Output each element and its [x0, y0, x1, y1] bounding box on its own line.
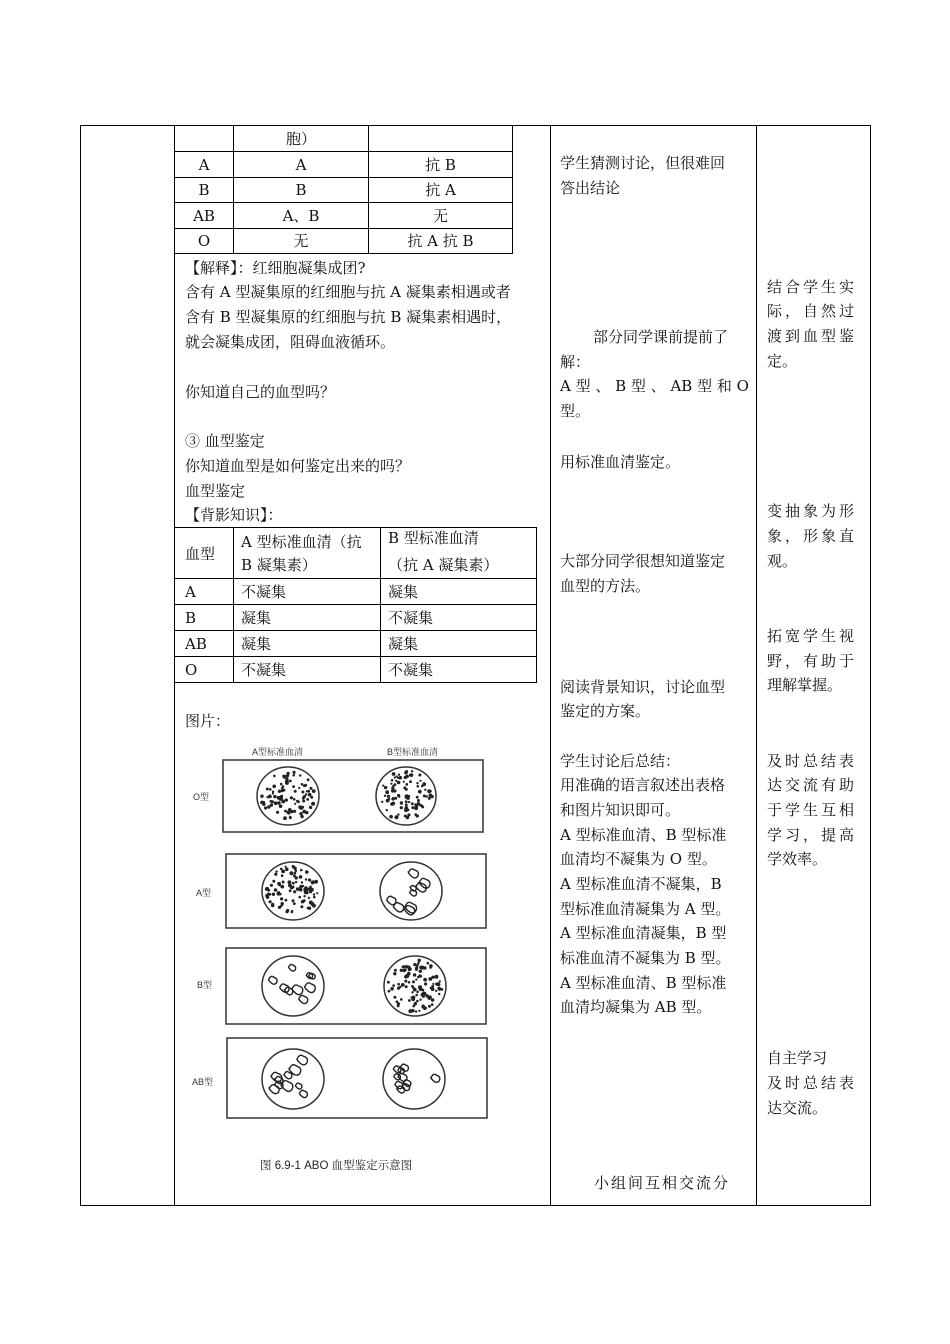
- table2-header-type: 血型: [185, 545, 216, 563]
- section3-question: 你知道血型是如何鉴定出来的吗？: [185, 457, 411, 475]
- table2-row3-type: AB: [185, 635, 207, 653]
- intent-p5-line3: 达交流。: [767, 1099, 828, 1117]
- table1-row0-col2: 胞）: [285, 130, 316, 148]
- intent-p3-line1: 拓宽学生视: [767, 627, 858, 645]
- intent-p2-line3: 观。: [767, 552, 798, 570]
- table2-row2-b: 不凝集: [388, 609, 434, 627]
- student-p7: 小组间互相交流分: [594, 1174, 731, 1192]
- student-p6-line8: A 型标准血清凝集，B 型: [560, 924, 727, 942]
- student-p3: 用标准血清鉴定。: [560, 453, 681, 471]
- outer-bottom-border: [80, 1205, 871, 1206]
- table2-row4-b: 不凝集: [388, 661, 434, 679]
- table2-header-a-line2: B 凝集素）: [241, 556, 317, 574]
- table2-row3-b: 凝集: [388, 635, 419, 653]
- table2-header-b-line1: B 型标准血清: [388, 529, 479, 547]
- explain-line-3: 就会凝集成团，阻碍血液循环。: [185, 333, 396, 351]
- table2-row3-a: 凝集: [241, 635, 272, 653]
- student-p6-line7: 型标准血清凝集为 A 型。: [560, 900, 731, 918]
- student-p6-line3: 和图片知识即可。: [560, 801, 681, 819]
- picture-label: 图片：: [185, 712, 231, 730]
- student-p1-line1: 学生猜测讨论，但很难回: [560, 154, 726, 172]
- slide-b: [226, 948, 486, 1024]
- outer-left-border: [80, 125, 81, 1206]
- table1-row3-col1: AB: [193, 207, 215, 225]
- explain-line-1: 含有 A 型凝集原的红细胞与抗 A 凝集素相遇或者: [185, 283, 511, 301]
- intent-p4-line2: 达交流有助: [767, 776, 858, 794]
- explain-line-2: 含有 B 型凝集原的红细胞与抗 B 凝集素相遇时，: [185, 308, 512, 326]
- student-p2-line1: 部分同学课前提前了: [593, 328, 729, 346]
- student-p6-line10: A 型标准血清、B 型标准: [560, 974, 727, 992]
- intent-p4-line3: 于学生互相: [767, 801, 858, 819]
- intent-p5-line1: 自主学习: [767, 1049, 828, 1067]
- student-p2-line3: A 型 、 B 型 、 AB 型 和 O: [560, 377, 749, 395]
- table1-row2-col1: B: [198, 181, 210, 199]
- outer-right-border: [870, 125, 871, 1206]
- student-p6-line1: 学生讨论后总结：: [560, 752, 681, 770]
- intent-p1-line2: 际，自然过: [767, 302, 858, 320]
- student-p6-line11: 血清均凝集为 AB 型。: [560, 998, 712, 1016]
- table2-row1-b: 凝集: [388, 583, 419, 601]
- column-divider-1: [174, 125, 175, 1206]
- student-p5-line1: 阅读背景知识，讨论血型: [560, 678, 726, 696]
- table2-header-b-line2: （抗 A 凝集素）: [388, 556, 499, 574]
- outer-top-border: [80, 125, 871, 126]
- slide-a: [226, 854, 486, 928]
- explain-heading: 【解释】：红细胞凝集成团?: [185, 259, 366, 277]
- table2-row1-type: A: [185, 583, 196, 601]
- section3-title: ③ 血型鉴定: [185, 432, 265, 450]
- student-p6-line5: 血清均不凝集为 O 型。: [560, 850, 717, 868]
- intent-p4-line5: 学效率。: [767, 850, 828, 868]
- slide-ab: [227, 1038, 487, 1118]
- student-p2-line2: 解：: [560, 353, 591, 371]
- column-divider-2: [550, 125, 551, 1206]
- figure-row-ab-label: AB型: [192, 1077, 214, 1087]
- figure-row-b-label: B型: [197, 980, 213, 990]
- student-p6-line2: 用准确的语言叙述出表格: [560, 776, 726, 794]
- table1-row1-col3: 抗 B: [425, 156, 456, 174]
- table1-row4-col3: 抗 A 抗 B: [407, 232, 474, 250]
- table1-row1-col1: A: [198, 156, 210, 174]
- intent-p5-line2: 及时总结表: [767, 1074, 858, 1092]
- section3-label: 血型鉴定: [185, 482, 246, 500]
- student-p5-line2: 鉴定的方案。: [560, 702, 651, 720]
- student-p6-line9: 标准血清不凝集为 B 型。: [560, 949, 731, 967]
- table1-row4-col1: O: [197, 232, 211, 250]
- column-divider-3: [756, 125, 757, 1206]
- table1-row1-col2: A: [295, 156, 307, 174]
- figure-row-o-label: O型: [193, 792, 210, 802]
- table2-header-a-line1: A 型标准血清（抗: [241, 533, 362, 551]
- intent-p3-line3: 理解掌握。: [767, 676, 843, 694]
- question-own-blood-type: 你知道自己的血型吗？: [185, 383, 336, 401]
- section3-background: 【背影知识】：: [185, 506, 283, 524]
- student-p6-line6: A 型标准血清不凝集，B: [560, 875, 722, 893]
- intent-p4-line4: 学习，提高: [767, 826, 858, 844]
- table1-row4-col2: 无: [293, 232, 309, 250]
- table1-row3-col3: 无: [432, 207, 448, 225]
- table1-row2-col2: B: [295, 181, 307, 199]
- figure-caption: 图 6.9-1 ABO 血型鉴定示意图: [260, 1160, 413, 1172]
- intent-p1-line4: 定。: [767, 352, 798, 370]
- table2-row4-type: O: [185, 661, 198, 679]
- student-p2-line4: 型。: [560, 402, 591, 420]
- table2-row1-a: 不凝集: [241, 583, 287, 601]
- abo-typing-figure: [176, 738, 506, 1178]
- intent-p1-line3: 渡到血型鉴: [767, 327, 858, 345]
- figure-col-b-label: B型标准血清: [387, 747, 439, 757]
- intent-p2-line1: 变抽象为形: [767, 502, 858, 520]
- intent-p2-line2: 象，形象直: [767, 527, 858, 545]
- student-p6-line4: A 型标准血清、B 型标准: [560, 826, 727, 844]
- table1-row3-col2: A、B: [282, 207, 320, 225]
- figure-row-a-label: A型: [196, 888, 212, 898]
- student-p4-line1: 大部分同学很想知道鉴定: [560, 552, 726, 570]
- table1-row2-col3: 抗 A: [425, 181, 456, 199]
- table2-row4-a: 不凝集: [241, 661, 287, 679]
- intent-p4-line1: 及时总结表: [767, 752, 858, 770]
- table2-row2-type: B: [185, 609, 197, 627]
- student-p1-line2: 答出结论: [560, 179, 621, 197]
- intent-p1-line1: 结合学生实: [767, 278, 858, 296]
- table2-row2-a: 凝集: [241, 609, 272, 627]
- student-p4-line2: 血型的方法。: [560, 577, 651, 595]
- intent-p3-line2: 野，有助于: [767, 652, 858, 670]
- figure-col-a-label: A型标准血清: [252, 747, 304, 757]
